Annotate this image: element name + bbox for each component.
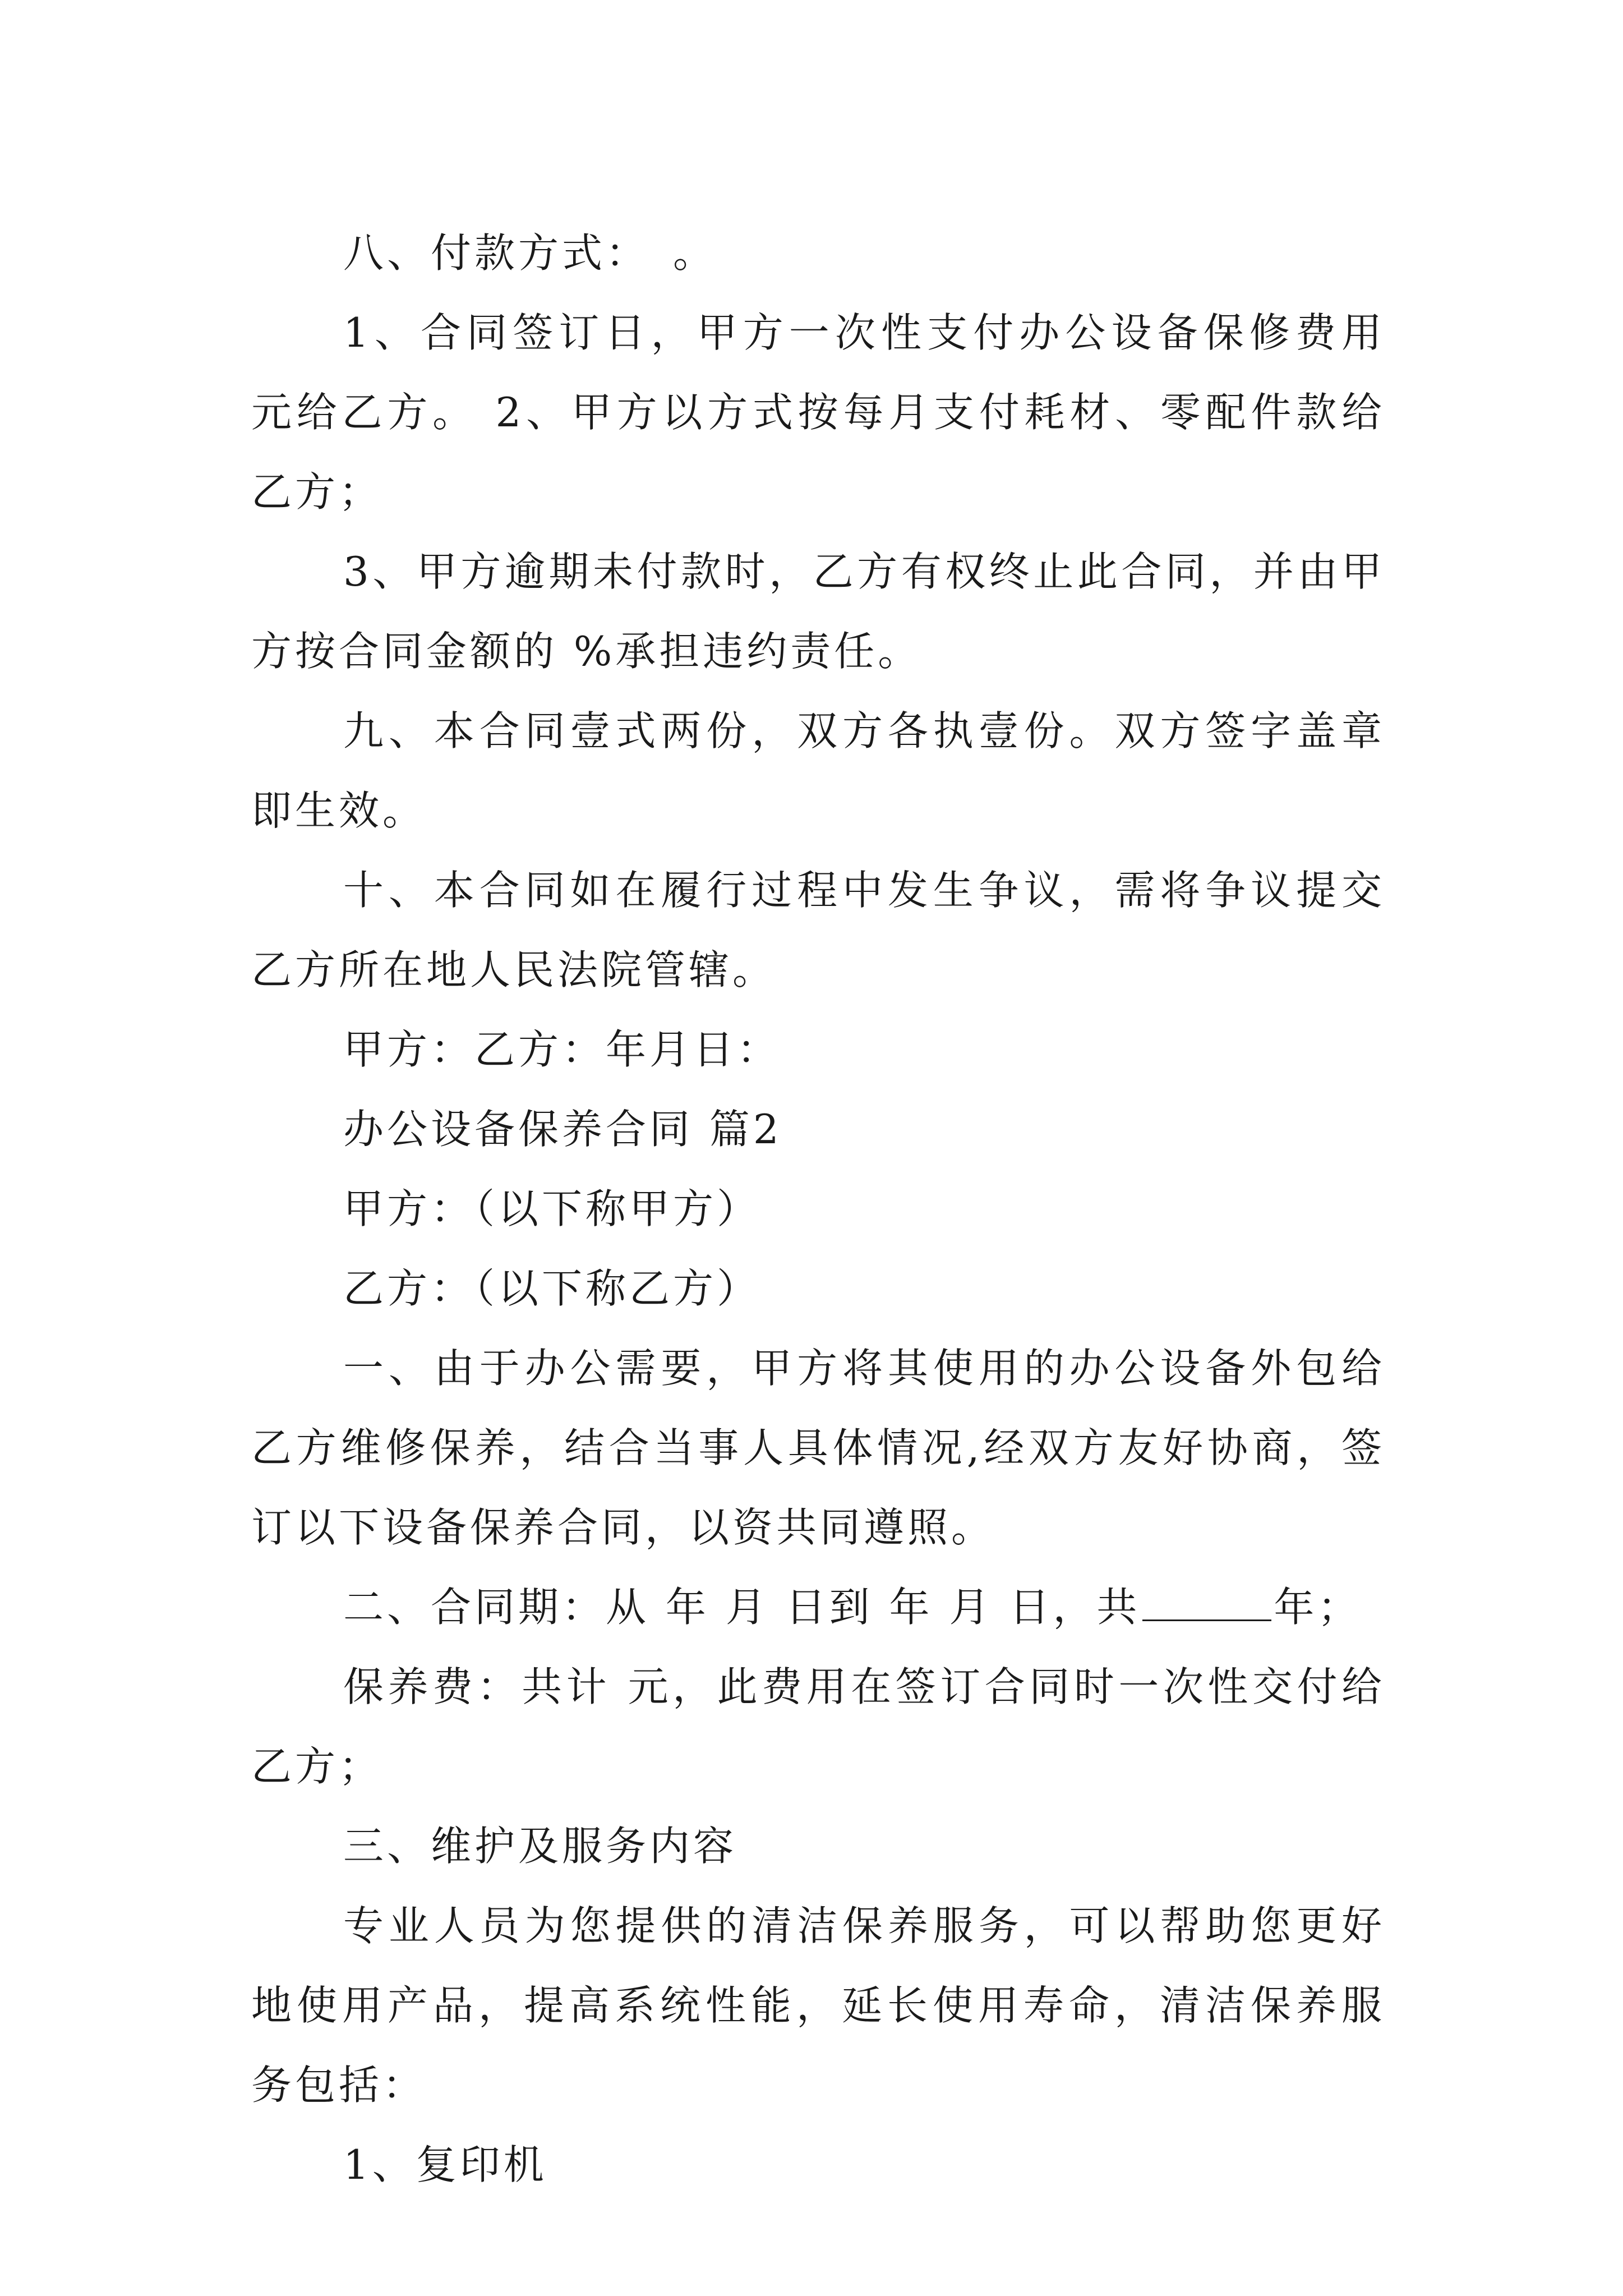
clause-nine: 九、本合同壹式两份，双方各执壹份。双方签字盖章即生效。 — [251, 707, 1385, 834]
payment-clause-1-2: 1、合同签订日，甲方一次性支付办公设备保修费用 元给乙方。 2、甲方以方式按每月支付耗材、零配件款给乙方； — [251, 309, 1385, 516]
years-blank — [1142, 1586, 1271, 1621]
service-description: 专业人员为您提供的清洁保养服务，可以帮助您更好地使用产品，提高系统性能，延长使用寿命，清洁保养服务包括： — [251, 1902, 1385, 2109]
clause-three-heading: 三、维护及服务内容 — [343, 1823, 737, 1870]
party-a-line: 甲方：（以下称甲方） — [343, 1185, 761, 1232]
contract-term-suffix: 年； — [1274, 1584, 1362, 1631]
contract-2-title: 办公设备保养合同 篇2 — [343, 1106, 782, 1153]
document-body — [251, 213, 1385, 2205]
clause-one-purpose: 一、由于办公需要，甲方将其使用的办公设备外包给乙方维修保养，结合当事人具体情况,经双方友好协商，签订以下设备保养合同，以资共同遵照。 — [251, 1345, 1385, 1551]
clause-ten: 十、本合同如在履行过程中发生争议，需将争议提交乙方所在地人民法院管辖。 — [251, 867, 1385, 993]
contract-term-text: 二、合同期：从 年 月 日到 年 月 日，共 — [343, 1584, 1141, 1631]
copier-item: 1、复印机 — [343, 2141, 547, 2188]
maintenance-fee-clause: 保养费：共计 元，此费用在签订合同时一次性交付给乙方； — [251, 1663, 1385, 1790]
payment-method-heading: 八、付款方式： 。 — [343, 229, 717, 277]
contract-term-line — [251, 1567, 1385, 1647]
party-b-line: 乙方：（以下称乙方） — [343, 1265, 761, 1312]
payment-clause-3: 3、甲方逾期未付款时，乙方有权终止此合同，并由甲方按合同金额的 %承担违约责任。 — [251, 548, 1385, 675]
signature-line: 甲方：乙方：年月日： — [343, 1026, 781, 1073]
